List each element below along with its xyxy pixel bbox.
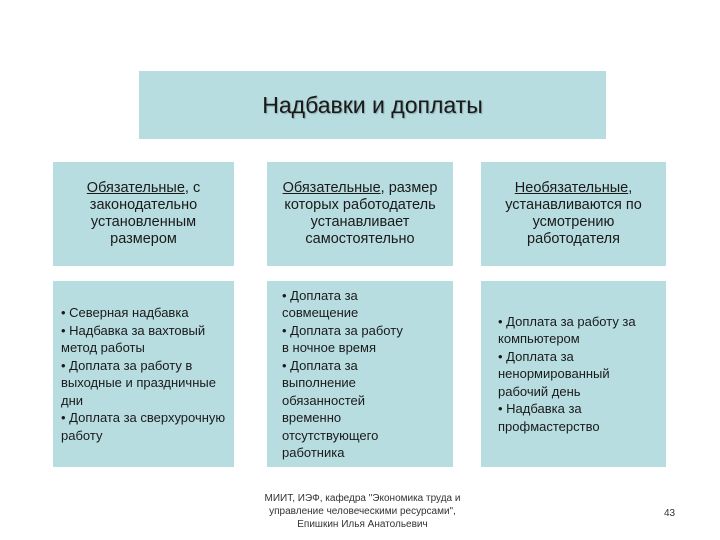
list-item: • Северная надбавка bbox=[61, 305, 189, 320]
column-2-list bbox=[267, 281, 453, 467]
column-1-heading-rest: , с законодательно установленным размером bbox=[89, 180, 201, 247]
list-item: • Доплата за выполнение обязанностей временно отсутствующего работника bbox=[282, 357, 379, 460]
column-3-heading bbox=[481, 162, 666, 266]
list-item: • Надбавка за вахтовый метод работы bbox=[61, 322, 206, 355]
column-2-heading bbox=[267, 162, 453, 266]
column-2-heading-underlined: Обязательные bbox=[282, 180, 381, 196]
column-2-heading-rest: , размер которых работодатель устанавливает самостоятельно bbox=[284, 180, 438, 247]
list-item: • Доплата за сверхурочную работу bbox=[61, 410, 226, 443]
column-3-heading-rest: , устанавливаются по усмотрению работодателя bbox=[505, 180, 642, 247]
column-1-heading bbox=[53, 162, 234, 266]
list-item: • Доплата за ненормированный рабочий день bbox=[498, 348, 610, 399]
slide-title bbox=[139, 71, 606, 139]
list-item: • Надбавка за профмастерство bbox=[498, 401, 600, 434]
slide-title-text: Надбавки и доплаты bbox=[262, 91, 483, 118]
slide-footer: МИИТ, ИЭФ, кафедра "Экономика труда и управление человеческими ресурсами", Епишкин Илья Анатольевич bbox=[264, 493, 461, 530]
page-number: 43 bbox=[664, 508, 676, 519]
column-3-list bbox=[481, 281, 666, 467]
list-item: • Доплата за работу в выходные и праздничные дни bbox=[61, 357, 216, 408]
list-item: • Доплата за работу за компьютером bbox=[498, 313, 636, 347]
column-3-heading-underlined: Необязательные bbox=[514, 180, 629, 196]
column-1-heading-underlined: Обязательные bbox=[86, 180, 185, 196]
column-1-list bbox=[53, 281, 234, 467]
list-item: • Доплата за совмещение bbox=[282, 287, 359, 320]
list-item: • Доплата за работу в ночное время bbox=[282, 322, 403, 355]
